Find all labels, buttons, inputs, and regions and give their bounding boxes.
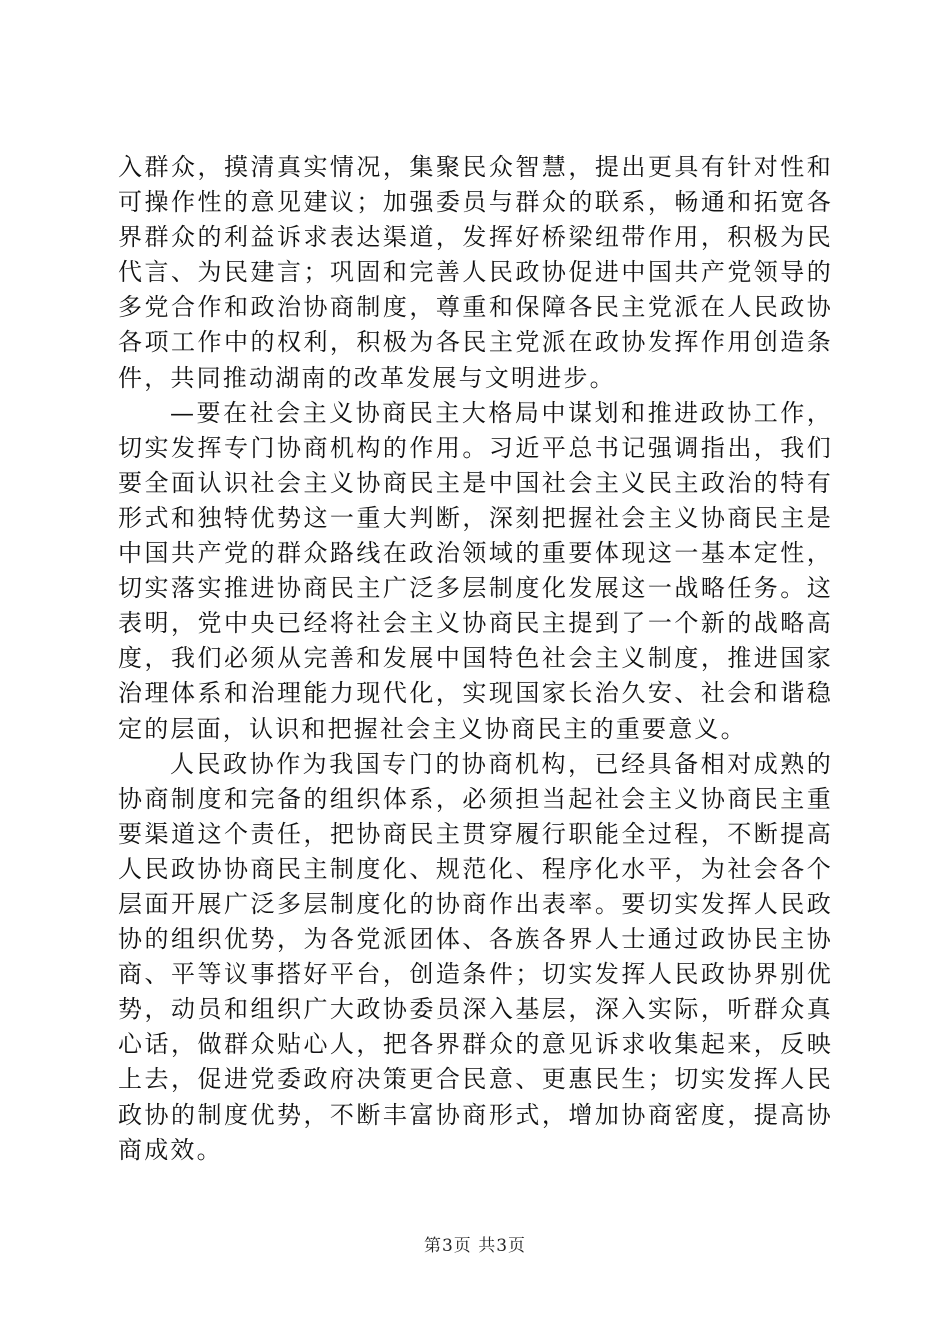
paragraph-3: 人民政协作为我国专门的协商机构，已经具备相对成熟的协商制度和完备的组织体系，必须担当起社会主义协商民主重要渠道这个责任，把协商民主贯穿履行职能全过程，不断提高人民政协协商民主制度化、规范化、程序化水平，为社会各个层面开展广泛多层制度化的协商作出表率。要切实发挥人民政协的组织优势，为各党派团体、各族各界人士通过政协民主协商、平等议事搭好平台，创造条件；切实发挥人民政协界别优势，动员和组织广大政协委员深入基层，深入实际，听群众真心话，做群众贴心人，把各界群众的意见诉求收集起来，反映上去，促进党委政府决策更合民意、更惠民生；切实发挥人民政协的制度优势，不断丰富协商形式，增加协商密度，提高协商成效。 [118, 749, 833, 1164]
paragraph-1: 入群众，摸清真实情况，集聚民众智慧，提出更具有针对性和可操作性的意见建议；加强委员与群众的联系，畅通和拓宽各界群众的利益诉求表达渠道，发挥好桥梁纽带作用，积极为民代言、为民建言；巩固和完善人民政协促进中国共产党领导的多党合作和政治协商制度，尊重和保障各民主党派在人民政协各项工作中的权利，积极为各民主党派在政协发挥作用创造条件，共同推动湖南的改革发展与文明进步。 [118, 153, 833, 392]
page-footer: 第3页 共3页 [423, 1236, 527, 1256]
document-body [118, 150, 833, 1168]
paragraph-2: —要在社会主义协商民主大格局中谋划和推进政协工作，切实发挥专门协商机构的作用。习近平总书记强调指出，我们要全面认识社会主义协商民主是中国社会主义民主政治的特有形式和独特优势这一重大判断，深刻把握社会主义协商民主是中国共产党的群众路线在政治领域的重要体现这一基本定性，切实落实推进协商民主广泛多层制度化发展这一战略任务。这表明，党中央已经将社会主义协商民主提到了一个新的战略高度，我们必须从完善和发展中国特色社会主义制度，推进国家治理体系和治理能力现代化，实现国家长治久安、社会和谐稳定的层面，认识和把握社会主义协商民主的重要意义。 [118, 398, 833, 743]
